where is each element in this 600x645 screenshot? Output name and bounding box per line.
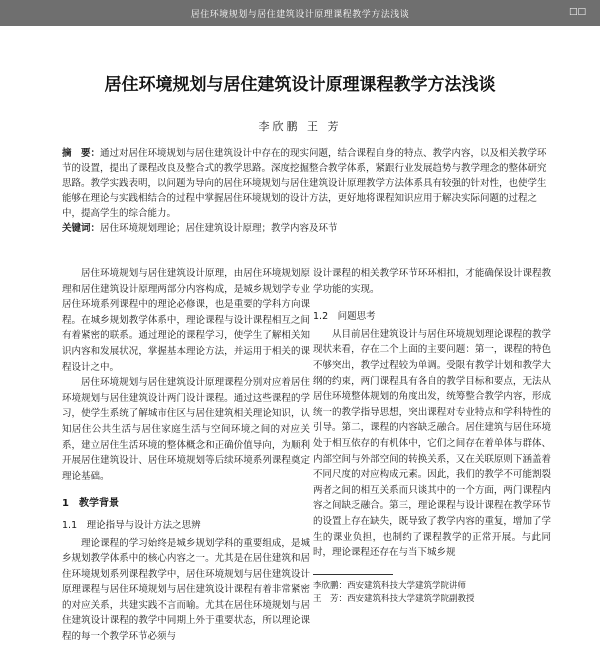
- right-column: [313, 266, 551, 561]
- header-mark: □□: [568, 7, 586, 17]
- subsection-1-1-heading: 1.1 理论指导与设计方法之思辨: [62, 519, 201, 531]
- continued-paragraph: 设计课程的相关教学环节环环相扣，才能确保设计课程教学功能的实现。: [313, 268, 551, 295]
- intro-paragraph-2: 居住环境规划与居住建筑设计原理课程分别对应着居住环境规划与居住建筑设计两门设计课程。通过这些课程的学习，使学生系统了解城市住区与居住建筑相关理论知识，认知居住公共生活与居住家庭生活与空间环境之间的对应关系，建立居住生活环境的整体概念和正确价值导向，为顺利开展居住建筑设计、居住环境规划等后续环境系列课程奠定理论基础。: [62, 377, 310, 482]
- footnote-line-2: 王 芳：西安建筑科技大学建筑学院副教授: [313, 594, 475, 604]
- section-1-heading: 1 教学背景: [62, 498, 119, 510]
- running-header: [0, 0, 600, 26]
- footnote-line-1: 李欣鹏：西安建筑科技大学建筑学院讲师: [313, 581, 467, 591]
- article-authors: 李欣鹏 王 芳: [258, 120, 342, 133]
- author-footnote: [313, 580, 553, 606]
- left-column: [62, 266, 310, 645]
- running-header-title: 居住环境规划与居住建筑设计原理课程教学方法浅谈: [190, 10, 410, 20]
- keywords-label: 关键词：: [62, 223, 101, 234]
- abstract-label: 摘 要：: [62, 148, 101, 159]
- subsection-1-2-heading: 1.2 问题思考: [313, 311, 376, 323]
- section-1-1-paragraph: 理论课程的学习始终是城乡规划学科的重要组成，是城乡规划教学体系中的核心内容之一。尤其是在居住建筑和居住环境规划系列课程教学中，居住环境规划与居住建筑设计原理课程与居住环境规划与居住建筑设计课程有着非常紧密的对应关系，共建实践不言而喻。尤其在居住环境规划与居住建筑设计课程的教学中同期上外于重要状态，所以理论课程的每一个教学环节必须与: [62, 537, 310, 643]
- abstract-paragraph: [62, 146, 548, 221]
- abstract-block: [62, 146, 548, 236]
- article-title: 居住环境规划与居住建筑设计原理课程教学方法浅谈: [104, 75, 496, 95]
- abstract-text: 通过对居住环境规划与居住建筑设计中存在的现实问题，结合课程自身的特点、教学内容，以及相关教学环节的设置，提出了课程改良及整合式的教学思路。深度挖掘整合教学体系，紧跟行业发展趋势与教学理念的整体研究思路。教学实践表明，以问题为导向的居住环境规划与居住建筑设计原理教学方法体系具有较强的针对性，也使学生能够在理论与实践相结合的过程中掌握居住环境规划的设计方法，更好地将课程知识应用于解决实际问题的过程之中，提高学生的综合能力。: [62, 148, 547, 219]
- keywords-text: 居住环境规划理论；居住建筑设计原理；教学内容及环节: [100, 223, 338, 234]
- section-1-2-paragraph: 从目前居住建筑设计与居住环境规划理论课程的教学现状来看，存在二个上面的主要问题：第一，课程的特色不够突出，教学过程较为单调。受限有教学计划和教学大纲的约束，两门课程具有各自的教学目标和要点，无法从居住环境整体规划的角度出发，统筹整合教学内容，形成统一的教学指导思想，突出课程对专业特点和学科特性的引导。第二，课程的内容缺乏融合。居住建筑与居住环境处于相互依存的有机体中，它们之间存在着单体与群体、内部空间与外部空间的转换关系，又在关联原则下涵盖着不同尺度的对应构成元素。因此，我们的教学不可能割裂两者之间的相互关系而只谈其中的一个方面，两门课程内容之间缺乏融合。第三，理论课程与设计课程在教学环节的设置上存在缺失，既导致了教学内容的重复，增加了学生的课业负担，也制约了课程教学的正常开展。与此同时，理论课程还存在与当下城乡规: [313, 328, 551, 559]
- intro-paragraph-1: 居住环境规划与居住建筑设计原理，由居住环境规划原理和居住建筑设计原理两部分内容构成，是城乡规划学专业居住环境系列课程中的理论必修课，也是重要的学科方向课程。在城乡规划教学体系中，理论课程与设计课程相互之间有着紧密的联系。通过理论的课程学习，使学生了解相关知识内容和发展状况，掌握基本理论方法，并运用于相关的课程设计之中。: [62, 268, 310, 373]
- footnote-divider: [313, 574, 393, 575]
- keywords-paragraph: [62, 221, 548, 236]
